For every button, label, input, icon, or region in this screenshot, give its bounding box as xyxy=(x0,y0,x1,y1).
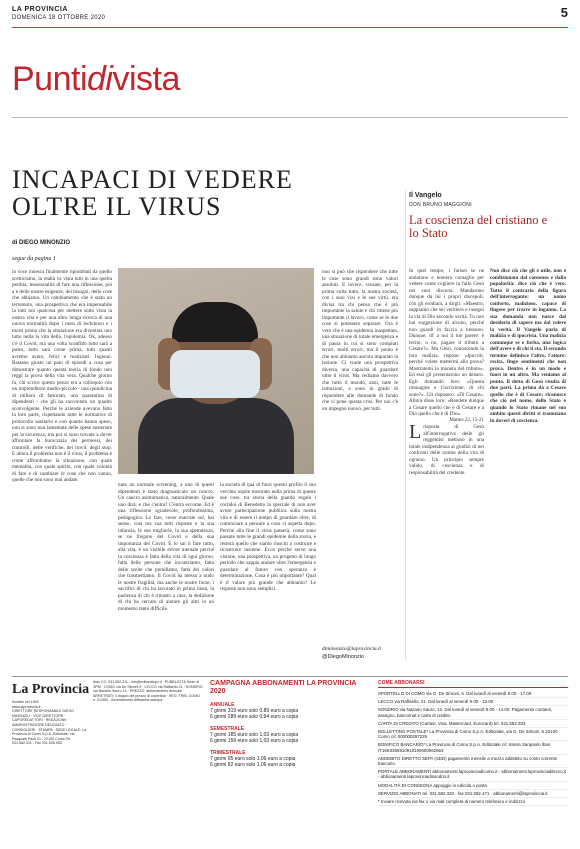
article-column-2: nute un normale screening, a uno di questi dipendenti è stato diagnosticato un cancro. Un cancro asintomatico, naturalmente. Quale uno dirà: e che c'entra? C'entra eccome. Ed è una riflessione sgradevole, profondissima, pedagogica. Lo fare, corse marcate sul, hai senso, così rea sua tutti risposte e la sua infanzia, le sue migliorie, la sua spettatezza, se ne fregano del Covid e della sua importanza del Covid. E lo sai il fare tutto, alla vita, è un visibile errore mentale perché la coscienza è fatta della vita di ogni giorno, fatta delle persone che incontriamo, fatta delle scelte che prendiamo, fatta dei valori che trasmettiamo. Il Covid ha messo a nudo le nostre fragilità, ma anche le nostre forze, i sacrifici di chi ha lavorato in prima linea, la pazienza di chi è rimasto a casa, la dedizione di chi ha cercato di aiutare gli altri in un momento tanto difficile. xyxy=(118,482,214,612)
plan-line: 7 giorni 185 euro solo 1,03 euro a copia xyxy=(210,732,299,738)
headline-line-2: OLTRE IL VIRUS xyxy=(12,192,222,221)
plan-semester xyxy=(210,726,370,744)
vangelo-comment xyxy=(409,421,484,476)
gospel-citation: Matteo 22, 15-21 xyxy=(449,417,484,423)
author-email[interactable]: diminonzio@laprovincia.it xyxy=(322,646,382,652)
subscription-campaign xyxy=(210,680,370,768)
plan-line: 7 giorni 95 euro solo 1,06 euro a copia xyxy=(210,756,296,762)
subscribe-row: BONIFICO BANCARIO* La Provincia di Como S.p.A. Editoriale c/c Intesa Sanpaolo Iban IT16K0306910910100000062663 xyxy=(378,741,568,754)
imprint-text-1: DIRETTORE RESPONSABILE DIEGO MINONZIO · VICE DIRETTORE · CAPOREDATTORI · REDAZIONE · AMMINISTRATORE DELEGATO · CONSIGLIERI · STAMPA · SEDE LEGALE: La Provincia di Como S.p.A. Editoriale, via Pasquale Paoli 21 - 22100 Como Tel. 031.582.311 - Fax 031.505.555 xyxy=(12,709,87,746)
gospel-text: In quel tempo, i farisei se ne andarono e tennero consiglio per vedere come cogliere in fallo Gesù nei suoi discorsi. Mandarono dunque da lui i propri discepoli, con gli erodiani, a dirgli: «Maestro, sappiamo che sei veritiero e insegni la via di Dio secondo verità. Tu non hai soggezione di alcuno, perché non guardi in faccia a nessuno. Dunque, di' a noi il tuo parere: è lecito, o no, pagare il tributo a Cesare?». Ma Gesù, conoscendo la loro malizia, rispose: «Ipocriti, perché volete mettermi alla prova? Mostratemi la moneta del tributo». Ed essi gli presentarono un denaro. Egli domandò loro: «Questa immagine e l'iscrizione, di chi sono?». Gli risposero: «Di Cesare». Allora disse loro: «Rendete dunque a Cesare quello che è di Cesare e a Dio quello che è di Dio». xyxy=(409,268,484,417)
subscribe-row: SERVIZIO ABBONATI tel. 031.582.333 - fax 031.582.471 · abbonamenti@laprovincia.it xyxy=(378,790,568,798)
founded-note: fondato nel 1892 xyxy=(12,700,39,704)
headline-line-1: INCAPACI DI VEDERE xyxy=(12,165,293,194)
vangelo-kicker: Il Vangelo xyxy=(409,192,442,199)
subscribe-row: * Inviare ricevuta via fax o via mail completa di numero telefonico e indirizzo xyxy=(378,798,568,806)
plan-title: SEMESTRALE xyxy=(210,726,245,732)
subscribe-row: MODALITÀ DI CONSEGNA appoggio in edicola o posta xyxy=(378,782,568,790)
vangelo-author: DON BRUNO MAGGIONI xyxy=(409,202,472,208)
article-headline xyxy=(12,166,392,220)
plan-quarter xyxy=(210,750,370,768)
section-title-part1: Punti xyxy=(12,60,87,98)
page-number: 5 xyxy=(560,5,568,20)
newspaper-name: LA PROVINCIA xyxy=(12,6,68,13)
vangelo-comment-text: risposta di Gesù all'interrogativo delle gli reggentisi mettono in una totale indipendenza ai giudizi di nei confronti delle norme della vita di ognuno. Un principio sempre valido, di coscienza e di responsabilità del credente. xyxy=(409,424,484,476)
vangelo-column-1 xyxy=(409,268,484,476)
subscribe-row: ADDEBITO DIRETTO SEPA (SDD) pagamento mensile a mezzo addebito su conto corrente bancario. xyxy=(378,755,568,768)
subscribe-row[interactable]: PORTALE ABBONAMENTI abbonamenti.laprovinciadicomo.it - abbonamenti.laprovinciadilecco.it - abbonamenti.laprovinciadisondrio.it xyxy=(378,768,568,781)
plan-title: ANNUALE xyxy=(210,702,235,708)
article-column-3: la società di qua di fuori questo profilo il suo vecchio ospite mostrato nella prima di queste sue cose, tra storia della guardo regalo i corridoi di Benedetto la speciale di non aver avuto partecipazione pubblica sulla nostra vita e di essere il tempo di guardare oltre, di cominciare a pensare a cosa ci aspetta dopo. Perché alla fine il virus passerà, come sono passate tutte le grandi epidemie della storia, e resterà quello che siamo riusciti a costruire e ricostruire insieme. Ecco perché serve una visione, una prospettiva, un progetto di lungo periodo che sappia andare oltre l'emergenza e guardare al futuro con speranza e determinazione. Cosa è più importante? Qual è il valore più grande che abbiamo? Le risposte non sono semplici. xyxy=(220,482,316,592)
section-title-part3: vista xyxy=(112,60,180,98)
subscribe-row: BOLLETTINO POSTALE* La Provincia di Como S.p.A. Editoriale, via G. De Simoni, 6 22100 Como c/c 000000297226 xyxy=(378,728,568,741)
how-to-subscribe-title: COME ABBONARSI xyxy=(378,680,568,688)
section-rule xyxy=(12,117,568,118)
plan-line: 6 giorni 82 euro solo 1,06 euro a copia xyxy=(210,762,296,768)
website-link[interactable]: www.laprovincia.it xyxy=(12,704,41,709)
plan-title: TRIMESTRALE xyxy=(210,750,246,756)
issue-date: DOMENICA 18 OTTOBRE 2020 xyxy=(12,15,106,21)
footer-rule xyxy=(12,676,568,677)
column-divider xyxy=(405,190,406,660)
how-to-subscribe xyxy=(378,680,568,806)
article-column-1: in voce innesca finalmente ripiombati da quello scetticismo, la realtà va vista tutti in una quella perdita, lessenzialità di fare una riflessione, poi a e delle nostre esigenze, dei bisogni, delle cose che abbiamo. Un cambiamento che è stato un terremoto, una prospettiva che era impensabile la tutti noi qualcosa per mettere sotto vista la nostra vita e per una altro lunga ricerca di una nuova normalità dopo i mesi di lockdown e i morti prima che la situazione era diventata uno lutto nella la vita della, l'epidemia. Ok, adesso c'è il Covid, ma una volta sconfitto tutto sarà a posto, tutto sarà come prima, tutti quanti avremo avuto, felici e realizzati. Ingenui. Bastano giusto un paio di episodi a cosa per dimostrare quanto questa teoria di fondo non reggi la prova della vita vera. Qualche giorno fa, chi scrive questo pezzo era a colloquio con un imprenditore medio-piccolo - una quindicina di milioni di fatturato, una quarantina di dipendenti - che gli ha raccontato un quadro sconvolgente. Perché le aziende avevano fatto la loro parte, rispettando tutte le normative di protocollo sanitario e con quanto hanno speso, non si sono mai lamentate delle spese sostenute per la sicurezza, ma poi si sono trovate a dover affrontare la burocrazia dei permessi, dei controlli, delle verifiche, dei rinvii, degli stop. E allora il problema non è il virus, il problema è come affrontiamo la situazione, con quale mentalità, con quale spirito, con quale volontà di fare e di cambiare le cose che non vanno, quelle che non sono mai andate. xyxy=(12,269,112,483)
plan-line: 6 giorni 289 euro solo 0,94 euro a copia xyxy=(210,714,299,720)
article-column-4: non si può che rispondere che tutte le cose sono grandi sono valori assoluti. E invece, scusate, per la prima volta tutto, la nostra società, con i suoi vizi e le sue virtù, era divisa tra chi pensa che è più importante la salute e chi ritiene più importante il lavoro, come se le due cose si potessero separare. Ora è vero che è una epidemia inaspettata, una situazione di totale emergenza e di paura in cui si sono compiuti errori, molti errori, ma il punto è che non abbiamo ancora imparato la lezione. Ci vuole una prospettiva diversa, una capacità di guardare oltre il virus. Ma vediamo davvero che tutto il mondo, anzi, tutte le istituzioni, o sono in grado di rispondere alle domande di fondo che ci pone questa crisi. Per noi c'è un impegno nuovo, per tutti. xyxy=(322,269,398,412)
photo-body-shape xyxy=(138,398,294,474)
subscribe-row: CARTA DI CREDITO (Cartasì, Visa, Mastercard, Eurocard) tel. 031.582.333. xyxy=(378,720,568,728)
photo-hair-shape xyxy=(172,302,258,342)
footer-logo: La Provincia xyxy=(12,682,90,697)
vangelo-column-2: Non dice ciò che gli è utile, non è condizionato dal consenso e dalla popolarità: dice ciò che è vero. Tutto il contrario della figura dell'interrogante: un uomo conforto, malizioso, capace di fingere per trarre in inganno. La sua domanda non nasce dal desiderio di sapere ma dal volere la verità. Il Vangelo parla di malizia e di ipocrisia. Una malizia comunque se e furba, una logica dell'avere e di chi ti sta. Il secondo termine definisce l'altro, l'attore: recita, finge sentimenti che non prova. Dentro è in un modo e fuori in un altro. Ma veniamo al punto. Il detto di Gesù risulta di due parti. La prima dà a Cesare quello che è di Cesare; riconosce che ciò nel nome, dello Stato e quando lo Stato rimane nel suo ambito questi diritti si tramutano in doveri di coscienza. xyxy=(490,268,566,424)
author-twitter[interactable]: @DiegoMinonzio xyxy=(322,654,364,660)
imprint-column-1 xyxy=(12,700,87,746)
article-photo xyxy=(118,268,314,474)
campaign-title: CAMPAGNA ABBONAMENTI LA PROVINCIA 2020 xyxy=(210,680,357,695)
subscribe-row: SPORTELLO DI COMO via G. De Simoni, 6. Dal lunedì al venerdì 9.00 - 17.00 xyxy=(378,690,568,698)
vangelo-headline: La coscienza del cristiano e lo Stato xyxy=(409,213,548,240)
section-title-part2: di xyxy=(87,60,113,98)
section-title xyxy=(12,60,180,99)
plan-line: 6 giorni 159 euro solo 1,03 euro a copia xyxy=(210,738,299,744)
segue-note: segue da pagina 1 xyxy=(12,256,56,262)
plan-line: 7 giorni 319 euro solo 0,89 euro a copia xyxy=(210,708,299,714)
subscribe-row: SONDRIO via Nazario Sauro, 13. Dal lunedì al venerdì 9.00 - 14.00. Pagamento contanti, assegno, bancomat e carta di credito. xyxy=(378,706,568,719)
imprint-column-2: Iban CC: 031.582.311 - info@editorialepc.it · PUBBLICITÀ Sede di SPM · COMO via De Simoni 6 · LECCO via Raffaello 21 · SONDRIO via Nazario Sauro 13 · PREZZO: abbonamento annuale · ARRETRATI: il doppio del prezzo di copertina · REG. TRIB. COMO n. 2/1950 · Accertamento diffusione stampa xyxy=(93,680,203,703)
photo-face-mask xyxy=(170,350,260,398)
plan-annual xyxy=(210,702,370,720)
article-byline: di DIEGO MINONZIO xyxy=(12,240,70,246)
header-rule xyxy=(12,27,568,28)
subscribe-row: LECCO via Raffaello, 21. Dal lunedì al venerdì 9.00 - 13.00 xyxy=(378,698,568,706)
drop-cap: L xyxy=(409,421,422,443)
